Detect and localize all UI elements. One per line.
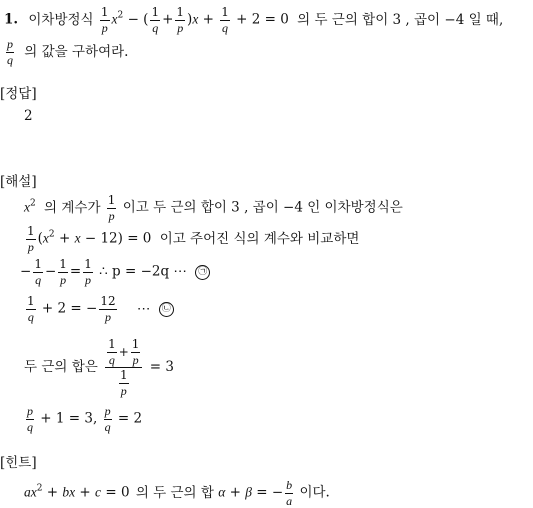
problem-text-1: 이차방정식 [28, 11, 94, 28]
fraction-p-over-q: $\frac{p}{q}$ [7, 37, 13, 67]
solution-line-3: − $\frac{1}{q}$ − $\frac{1}{p}$ = $\frac{1}{p}$ ∴ p = −2q ⋯ ㉠ [20, 258, 210, 286]
answer-value: 2 [24, 108, 33, 124]
solution-line-6: $\frac{p}{q}$ + 1 = 3, $\frac{p}{q}$ = 2 [27, 404, 143, 434]
solution-line-2: $\frac{1}{p}$ $(x^2 + x - 12) = 0$ 이고 주어진 식의 계수와 비교하면 [27, 224, 360, 254]
solution-text-1a: 의 계수가 [44, 199, 101, 216]
problem-number: 1. [4, 11, 19, 28]
solution-text-1b: 이고 두 근의 합이 3 , 곱이 −4 인 이차방정식은 [122, 199, 403, 216]
solution-line-5: 두 근의 합은 $\frac{1}{q}$ + $\frac{1}{p}$ $\frac{1}{p}$ = 3 [24, 337, 174, 398]
answer-label: [정답] [0, 86, 37, 102]
solution-text-6: + 1 = 3, [40, 410, 98, 427]
problem-text-3: 의 값을 구하여라. [24, 43, 129, 60]
hint-line-1: $ax^2$ + bx + c = 0 의 두 근의 합 α + β = − $\frac{b}{a}$ 이다. [24, 478, 330, 508]
hint-label: [힌트] [0, 455, 37, 471]
complex-fraction: $\frac{1}{q}$ + $\frac{1}{p}$ $\frac{1}{p}$ [105, 338, 142, 397]
hint-text-1: 의 두 근의 합 [135, 484, 214, 501]
solution-text-5: 두 근의 합은 [24, 359, 98, 376]
solution-line-1: $x^2$ 의 계수가 $\frac{1}{p}$ 이고 두 근의 합이 3 , 곱이 −4 인 이차방정식은 [24, 193, 403, 223]
solution-line-4: $\frac{1}{q}$ + 2 = − $\frac{12}{p}$ ⋯ ㉡ [24, 295, 174, 323]
solution-text-4: ⋯ [136, 300, 151, 317]
solution-text-3: ∴ p = −2q ⋯ [99, 263, 187, 280]
hint-text-2: 이다. [299, 484, 330, 501]
solution-text-2: 이고 주어진 식의 계수와 비교하면 [159, 230, 360, 247]
problem-line-1: 1. 이차방정식 $\frac{1}{p}$ $x^2$ − ( $\frac{1}{q}$ + $\frac{1}{p}$ )x + $\frac{1}{q}$ + 2 = 0 의 두 근의 합이 3 , 곱이 −4 일 때, [4, 5, 504, 35]
problem-line-2 [4, 38, 128, 66]
circled-mark-2: ㉡ [159, 302, 174, 317]
fraction-1-over-p: $\frac{1}{p}$ [100, 5, 109, 35]
problem-text-2: 의 두 근의 합이 3 , 곱이 −4 일 때, [297, 11, 504, 28]
circled-mark-1: ㉠ [195, 265, 210, 280]
solution-label: [해설] [0, 174, 37, 190]
